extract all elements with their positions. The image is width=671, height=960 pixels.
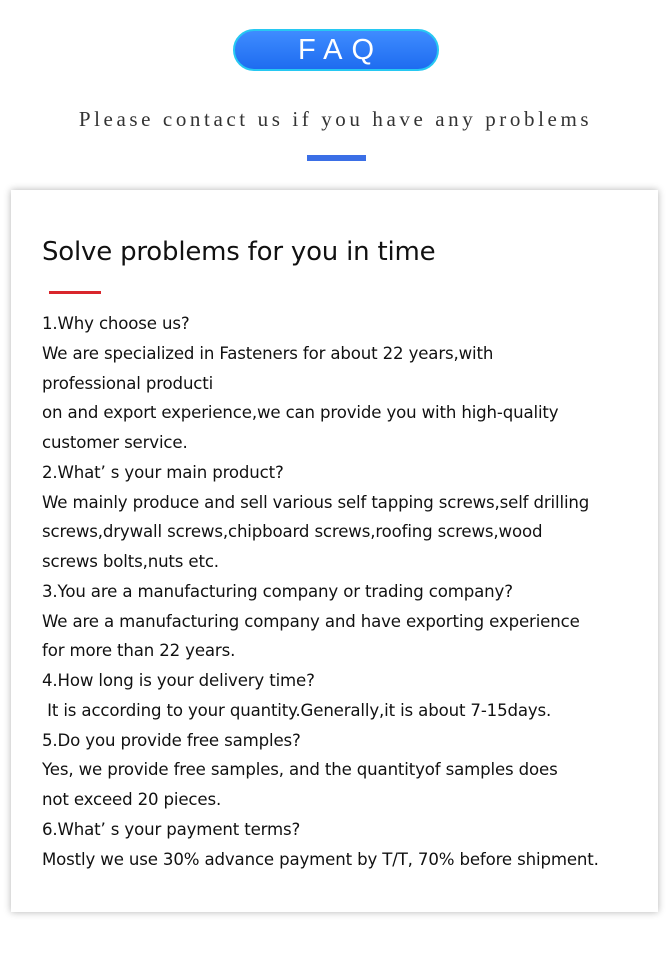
faq-answer-3-line-1: We are a manufacturing company and have exporting experience xyxy=(42,611,580,631)
faq-question-5: 5.Do you provide free samples? xyxy=(42,730,301,750)
faq-answer-5-line-1: Yes, we provide free samples, and the quantityof samples does xyxy=(42,760,558,780)
header-divider xyxy=(307,155,366,161)
faq-question-4: 4.How long is your delivery time? xyxy=(42,671,315,690)
faq-answer-1-line-4: customer service. xyxy=(42,433,188,452)
faq-answer-2-line-1: We mainly produce and sell various self tapping screws,self drilling xyxy=(42,492,590,512)
faq-question-6: 6.What’ s your payment terms? xyxy=(42,819,301,839)
contact-subtitle: Please contact us if you have any problems xyxy=(78,107,593,131)
card-title: Solve problems for you in time xyxy=(42,237,436,267)
faq-question-2: 2.What’ s your main product? xyxy=(42,462,284,482)
faq-answer-1-line-2: professional producti xyxy=(42,373,214,393)
faq-answer-5-line-2: not exceed 20 pieces. xyxy=(42,790,222,809)
faq-badge-label: FAQ xyxy=(297,33,383,66)
faq-question-3: 3.You are a manufacturing company or trading company? xyxy=(42,581,513,601)
faq-answer-2-line-2: screws,drywall screws,chipboard screws,roofing screws,wood xyxy=(42,522,543,542)
faq-answer-2-line-3: screws bolts,nuts etc. xyxy=(42,552,219,571)
faq-answer-4-line-1: It is according to your quantity.Generally,it is about 7-15days. xyxy=(42,700,552,720)
faq-answer-3-line-2: for more than 22 years. xyxy=(42,641,236,661)
faq-text xyxy=(42,309,647,874)
faq-card xyxy=(11,190,658,912)
faq-question-1: 1.Why choose us? xyxy=(42,314,190,333)
faq-answer-1-line-1: We are specialized in Fasteners for about 22 years,with xyxy=(42,343,494,363)
faq-answer-1-line-3: on and export experience,we can provide you with high-quality xyxy=(42,403,559,423)
title-underline xyxy=(49,291,101,294)
faq-answer-6-line-1: Mostly we use 30% advance payment by T/T, 70% before shipment. xyxy=(42,849,599,869)
faq-badge xyxy=(233,29,439,71)
